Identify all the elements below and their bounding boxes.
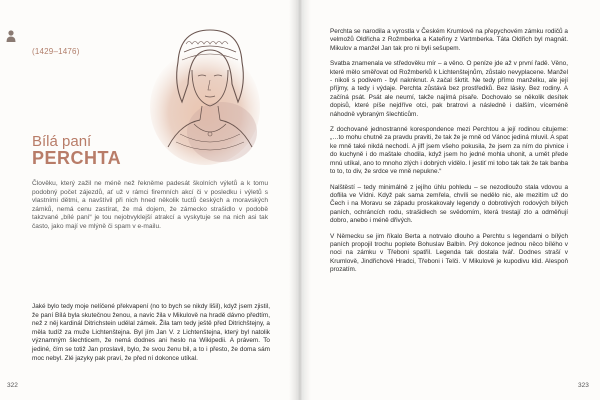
right-body-text <box>330 28 568 282</box>
right-paragraph-4: Nalštěstí – tedy minimálně z jejího úhlu pohledu – se nezodloužo stala vdovou a doflila ve Vídni. Když pak sama zemřela, chvíli se nedělo nic, ale mezitím už do Čech i na Moravu se západu proskakovaly legendy o dobrotivých rodových bílých paních, ochráncích rodu, strašidlech se svědomím, která trestají zlo a odměňují dobro, anebo i méně dřivých. <box>330 183 568 225</box>
life-dates: (1429–1476) <box>32 47 80 56</box>
intro-paragraph: Člověku, který zažil ne méně než řekněme padesát školních výletů a k tomu podobný počet zájezdů, ať už v rámci firemních akcí či v posledku i výletů s vlastními dětmi, a navštívil při nich hned několik tuctů českých a moravských zámků, nemá cenu zastírat, že má dojem, že zámecko strašidlo v podobě takzvané „bílé paní“ je tou nejobvyklejší atrakcí a vyskytuje se na nich asi tak často, jako mají ve mlýně či spam v e-mailu. <box>32 180 268 230</box>
right-paragraph-1: Perchta se narodila a vyrostla v Českém Krumlově na přepychovém zámku rodičů a velmožů Oldřicha z Rožmberka a Kateřiny z Vartmberka. Táta Oldřich byl magnát. Mikulov a manžel Jan tak pro ni byli sešupem. <box>330 28 568 52</box>
title-line2: PERCHTA <box>32 148 122 168</box>
book-gutter <box>289 0 311 400</box>
portrait-illustration <box>150 22 270 172</box>
title-line1: Bílá paní <box>32 133 92 150</box>
right-paragraph-3: Z dochované jednostranné korespondence mezi Perchtou a její rodinou citujeme: „…to mohu chutně za pravdu praviti, že tak že je mně od Vánoc jediná mluvil. A spat ke mně také nikdá nechodí. A jiff jsem všeho pokusila, že jsem za ním do pivnice i do kuchyně i do maštale chodila, když jsem ho jedné mohla uhonit, a umět přede mnú utíkal, ano to mnoho zlých i dobrých vídělo. I jestiť mi tobo tak tak že tak banba to to, to div, že srdce ve mně nepukne.“ <box>330 126 569 176</box>
page-number-right: 323 <box>578 382 589 389</box>
right-paragraph-2: Svatba znamenala ve středověku mír – a věno. O peníze jde až v první řadě. Věno, které mělo směřovat od Rožmberků k Lichtenštejnům, zůstalo nevyplacene. Manžel - nikoli s podivem - byl naknknut. A začal škrtit. Ne tedy přímo manželku, ale její příjmy, a tedy i výdaje. Perchta zůstává bez prostředků. Bez lásky. Bez rodiny. A začíná psát. Psát ale neumí, takže najímá písaře. Dochovalo se několik desítek dopisů, které píše nejdříve otci, pak bratrovi a následně i dalším, víceméně náhodně vybraným šlechticům. <box>330 60 568 118</box>
right-paragraph-5: V Německu se jim říkalo Berta a notrvalo dlouho a Perchtu s legendami o bílých paních propojil trochu poplete Bohuslav Balbín. Prý dokonce jednou něco bílého v noci na zámku v Třeboni spatřil. Legenda tak dostala tvář. Dodnes straší v Krumlově, Jindřichově Hradci, Třeboni i Telči. V Mikulově je kupodivu klid. Alespoň prozatím. <box>330 232 568 274</box>
person-icon <box>6 30 16 42</box>
left-body-paragraph: Jaké bylo tedy moje nelíčené překvapení (no to bych se nikdy lišil), když jsem zjistil, že paní Bílá byla skutečnou ženou, a navíc žila v Mikulově na hradě dávno předtím, než z něj kardinál Ditrichstein udělal zámek. Žila tam tedy ještě před Ditrichštejny, a měla tudíž za muže Lichtenštejna. Byl jím Jan V. z Lichtenštejna, který byl natolik významným šlechticem, že nemá dodnes ani heslo na Wikipedii. A právem. To jediné, čím se totiž Jan proslavil, bylo, že svou ženu bil, a to i přesto, že doma sám moc nebyl. Zlé jazyky pak praví, že před ní dokonce utíkal. <box>32 303 270 362</box>
left-page <box>0 0 296 400</box>
page-number-left: 322 <box>7 382 18 389</box>
